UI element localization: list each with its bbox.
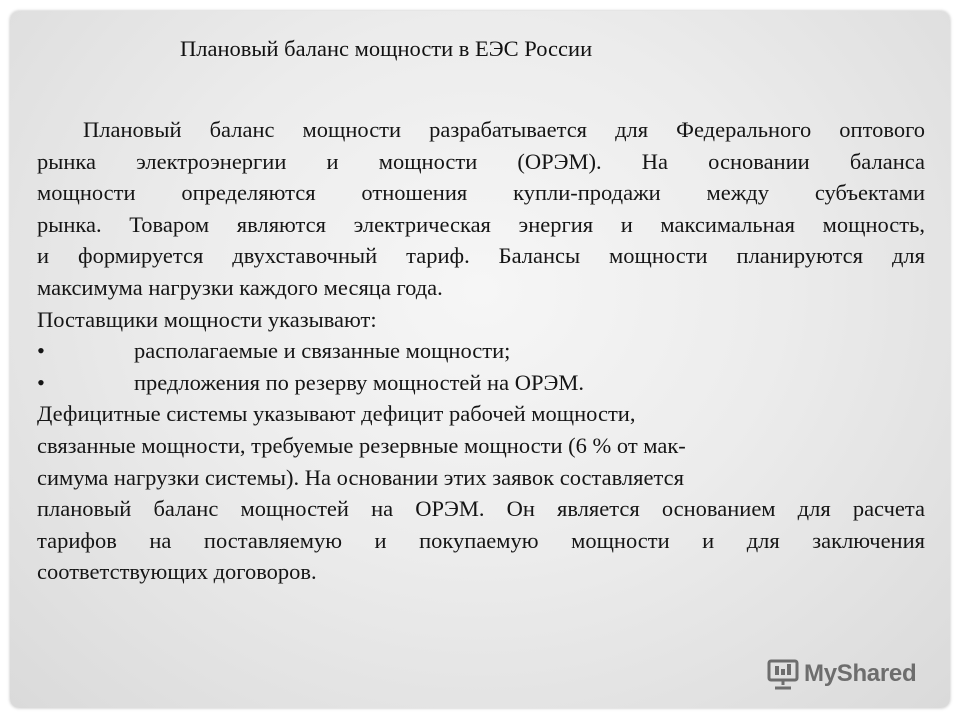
bullet-icon: • [37,338,45,364]
paragraph-line: связанные мощности, требуемые резервные мощности (6 % от мак- [37,432,686,458]
paragraph-line: симума нагрузки системы). На основании этих заявок составляется [37,464,684,490]
presentation-board-icon [766,657,800,691]
bullet-text: располагаемые и связанные мощности; [134,338,511,364]
watermark-text: MyShared [804,660,917,687]
paragraph-line: Поставщики мощности указывают: [37,306,377,332]
paragraph-line: Плановый баланс мощности разрабатывается для Федерального оптового [83,117,925,142]
paragraph-line: максимума нагрузки каждого месяца года. [37,274,443,300]
paragraph-line: тарифов на поставляемую и покупаемую мощности и для заключения [37,527,925,553]
slide [10,11,950,708]
paragraph-line: Дефицитные системы указывают дефицит рабочей мощности, [37,401,636,427]
paragraph-line: соответствующих договоров. [37,559,317,585]
paragraph-line: рынка электроэнергии и мощности (ОРЭМ). На основании баланса [37,148,925,174]
slide-body [37,114,925,588]
myshared-watermark [766,656,916,692]
bullet-item [37,367,925,399]
paragraph-line: плановый баланс мощностей на ОРЭМ. Он является основанием для расчета [37,496,925,522]
bullet-icon: • [37,369,45,395]
bullet-text: предложения по резерву мощностей на ОРЭМ. [134,369,584,395]
paragraph-line: и формируется двухставочный тариф. Балансы мощности планируются для [37,243,925,269]
slide-title: Плановый баланс мощности в ЕЭС России [180,36,593,61]
bullet-item [37,335,925,367]
paragraph-line: мощности определяются отношения купли-продажи между субъектами [37,180,925,206]
paragraph-line: рынка. Товаром являются электрическая энергия и максимальная мощность, [37,211,925,237]
